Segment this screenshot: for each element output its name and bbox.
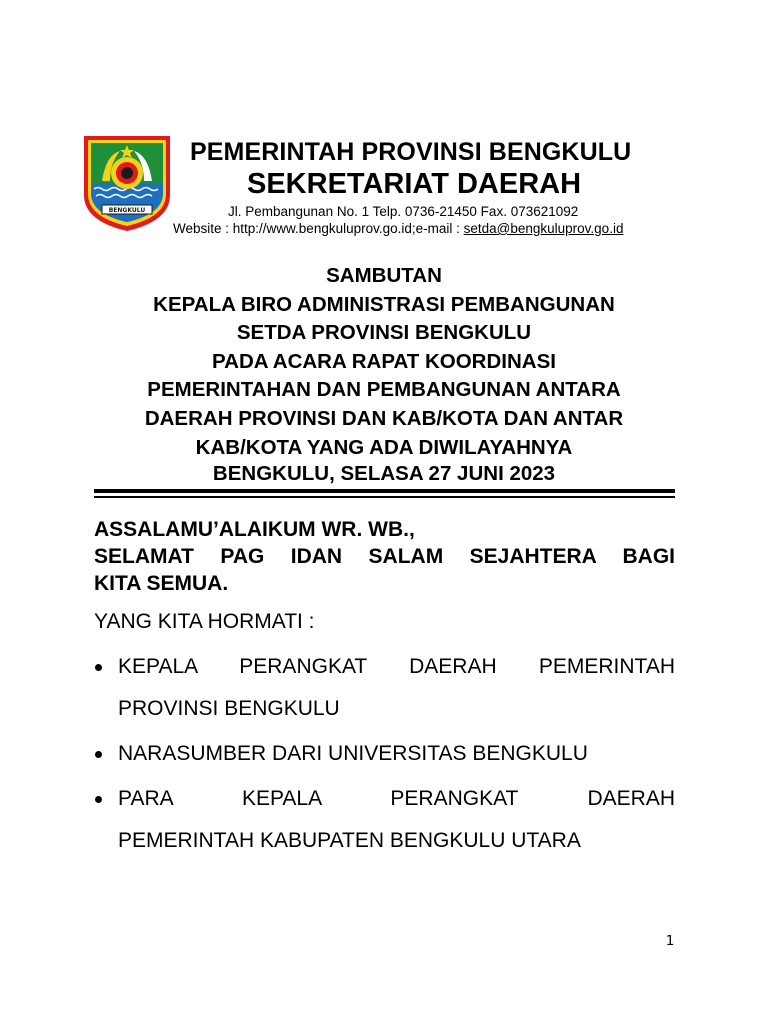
bullet-icon (95, 751, 102, 758)
title-line: KEPALA BIRO ADMINISTRASI PEMBANGUNAN (153, 292, 615, 316)
divider-thick (94, 489, 675, 493)
title-line: DAERAH PROVINSI DAN KAB/KOTA DAN ANTAR (144, 406, 624, 430)
divider-thin (94, 496, 675, 498)
list-item-text-continued: PROVINSI BENGKULU (118, 697, 340, 720)
list-item (94, 778, 675, 862)
page-number: 1 (665, 933, 675, 949)
speech-date: BENGKULU, SELASA 27 JUNI 2023 (212, 462, 556, 485)
letterhead-address: Jl. Pembangunan No. 1 Telp. 0736-21450 Fax. 073621092 (228, 204, 579, 219)
title-line: SAMBUTAN (326, 264, 442, 287)
bullet-icon (95, 796, 102, 803)
svg-text:BENGKULU: BENGKULU (108, 207, 146, 214)
greeting (94, 516, 675, 597)
province-coat-of-arms-logo (80, 133, 174, 233)
letterhead-website: Website : http://www.bengkuluprov.go.id;e-mail : (173, 221, 464, 236)
title-line: PADA ACARA RAPAT KOORDINASI (212, 349, 556, 373)
title-line: SETDA PROVINSI BENGKULU (236, 321, 532, 345)
list-item-text-continued: PEMERINTAH KABUPATEN BENGKULU UTARA (118, 829, 581, 852)
letterhead-contact (173, 221, 623, 236)
list-item-text: NARASUMBER DARI UNIVERSITAS BENGKULU (118, 742, 588, 765)
title-line: KAB/KOTA YANG ADA DIWILAYAHNYA (195, 435, 573, 459)
title-line: PEMERINTAHAN DAN PEMBANGUNAN ANTARA (147, 378, 621, 402)
list-item-text: KEPALA PERANGKAT DAERAH PEMERINTAH (118, 655, 675, 678)
honoree-list (94, 646, 675, 865)
greeting-line: ASSALAMU’ALAIKUM WR. WB., (94, 518, 415, 541)
letterhead-department: SEKRETARIAT DAERAH (247, 168, 582, 200)
list-item (94, 733, 675, 775)
greeting-line: KITA SEMUA. (94, 572, 229, 595)
greeting-line: SELAMAT PAG IDAN SALAM SEJAHTERA BAGI (94, 545, 675, 568)
letterhead-organization: PEMERINTAH PROVINSI BENGKULU (190, 138, 632, 166)
letterhead-email-link[interactable]: setda@bengkuluprov.go.id (463, 221, 624, 236)
list-item-text: PARA KEPALA PERANGKAT DAERAH (118, 787, 675, 810)
speech-title (60, 262, 708, 462)
bullet-icon (95, 664, 102, 671)
honorific-heading: YANG KITA HORMATI : (94, 610, 315, 633)
list-item (94, 646, 675, 730)
